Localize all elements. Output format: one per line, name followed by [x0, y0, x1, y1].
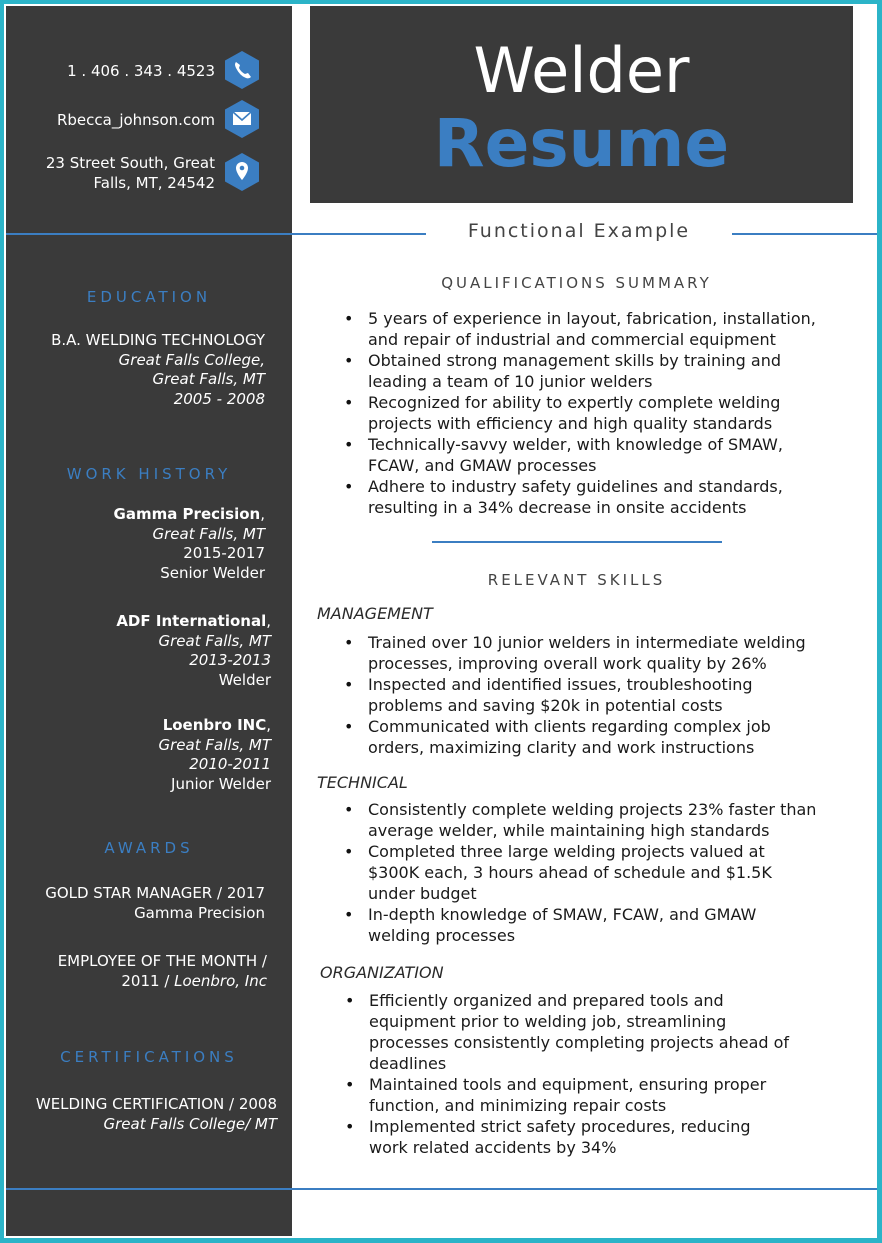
organization-list — [343, 990, 789, 1158]
section-divider — [432, 541, 722, 543]
list-item: • In-depth knowledge of SMAW, FCAW, and GMAW welding processes — [342, 904, 816, 946]
list-item: • Maintained tools and equipment, ensuring proper function, and minimizing repair costs — [343, 1074, 789, 1116]
management-list — [342, 632, 806, 758]
awards-heading: AWARDS — [104, 839, 194, 857]
certifications-heading: CERTIFICATIONS — [60, 1048, 238, 1066]
address-line-2: Falls, MT, 24542 — [93, 174, 215, 192]
address-line-1: 23 Street South, Great — [45, 154, 215, 172]
education-years: 2005 - 2008 — [173, 389, 265, 408]
job-title: Welder — [218, 670, 271, 689]
education-block — [51, 331, 265, 409]
award-org: Loenbro, Inc — [174, 971, 267, 990]
certification-school: Great Falls College/ MT — [103, 1114, 277, 1133]
award-item — [45, 884, 265, 923]
qualifications-heading: QUALIFICATIONS SUMMARY — [441, 274, 712, 292]
award-org: Gamma Precision — [134, 903, 265, 922]
work-history-heading: WORK HISTORY — [66, 465, 232, 483]
divider-right — [732, 233, 877, 235]
organization-label: ORGANIZATION — [320, 963, 444, 982]
job-location: Great Falls, MT — [158, 631, 271, 650]
education-heading: EDUCATION — [86, 288, 212, 306]
contact-phone[interactable]: 1 . 406 . 343 . 4523 — [67, 62, 215, 80]
education-school: Great Falls College, — [118, 350, 265, 369]
award-item: EMPLOYEE OF THE MONTH / 2011 / Loenbro, Inc — [57, 952, 267, 990]
education-degree: B.A. WELDING TECHNOLOGY — [51, 331, 265, 349]
contact-address — [46, 153, 215, 193]
job-location: Great Falls, MT — [152, 524, 265, 543]
list-item: • Implemented strict safety procedures, reducing work related accidents by 34% — [343, 1116, 789, 1158]
title-banner — [310, 6, 853, 203]
list-item: • Recognized for ability to expertly complete welding projects with efficiency and high quality standards — [342, 392, 816, 434]
list-item: • Trained over 10 junior welders in intermediate welding processes, improving overall work quality by 26% — [342, 632, 806, 674]
award-title: EMPLOYEE OF THE MONTH / — [57, 952, 267, 970]
list-item: • Consistently complete welding projects 23% faster than average welder, while maintaining high standards — [342, 799, 816, 841]
job-location: Great Falls, MT — [158, 735, 271, 754]
list-item: • Communicated with clients regarding complex job orders, maximizing clarity and work instructions — [342, 716, 806, 758]
list-item: • Obtained strong management skills by training and leading a team of 10 junior welders — [342, 350, 816, 392]
job-years: 2010-2011 — [189, 755, 271, 773]
job-item: ADF International, Great Falls, MT 2013-2013 Welder — [116, 612, 271, 689]
certification-title: WELDING CERTIFICATION / 2008 — [35, 1095, 277, 1113]
job-company: Gamma Precision — [113, 505, 261, 523]
job-years: 2013-2013 — [189, 651, 271, 669]
award-title: GOLD STAR MANAGER / 2017 — [45, 884, 265, 902]
contact-website[interactable]: Rbecca_johnson.com — [56, 111, 215, 129]
title-welder: Welder — [473, 34, 690, 107]
email-icon — [225, 100, 259, 138]
list-item: • Technically-savvy welder, with knowledge of SMAW, FCAW, and GMAW processes — [342, 434, 816, 476]
job-title: Senior Welder — [160, 563, 265, 582]
resume-page — [4, 4, 877, 1238]
job-title: Junior Welder — [171, 774, 271, 793]
management-label: MANAGEMENT — [317, 604, 433, 623]
list-item: • 5 years of experience in layout, fabrication, installation, and repair of industrial and commercial equipment — [342, 308, 816, 350]
qualifications-list — [342, 308, 816, 518]
subtitle: Functional Example — [467, 220, 691, 242]
list-item: • Inspected and identified issues, troubleshooting problems and saving $20k in potential costs — [342, 674, 806, 716]
job-company: ADF International — [116, 612, 267, 630]
title-resume: Resume — [433, 105, 730, 182]
job-item: Loenbro INC, Great Falls, MT 2010-2011 Junior Welder — [158, 716, 271, 793]
job-years: 2015-2017 — [183, 544, 265, 562]
list-item: • Adhere to industry safety guidelines and standards, resulting in a 34% decrease in onsite accidents — [342, 476, 816, 518]
job-item: Gamma Precision, Great Falls, MT 2015-2017 Senior Welder — [113, 505, 265, 582]
list-item: • Completed three large welding projects valued at $300K each, 3 hours ahead of schedule and $1.5K under budget — [342, 841, 816, 904]
certification-item — [36, 1095, 277, 1134]
job-company: Loenbro INC — [162, 716, 267, 734]
skills-heading: RELEVANT SKILLS — [487, 571, 666, 589]
location-pin-icon — [225, 153, 259, 191]
divider-left — [6, 233, 426, 235]
list-item: • Efficiently organized and prepared tools and equipment prior to welding job, streamlining processes consistently completing projects ahead of deadlines — [343, 990, 789, 1074]
bottom-divider — [6, 1188, 877, 1190]
education-location: Great Falls, MT — [152, 370, 265, 388]
technical-label: TECHNICAL — [317, 773, 408, 792]
phone-icon — [225, 51, 259, 89]
technical-list — [342, 799, 816, 946]
